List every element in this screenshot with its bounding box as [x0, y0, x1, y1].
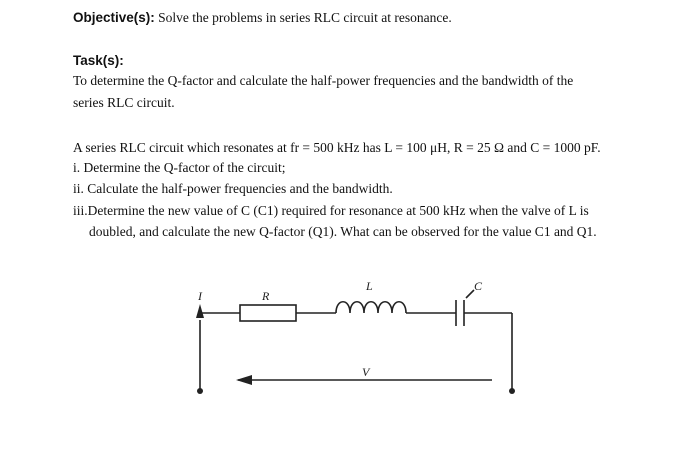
left-terminal-dot: [197, 388, 203, 394]
inductor-label: L: [366, 279, 373, 293]
voltage-arrowhead-icon: [236, 375, 252, 385]
current-label: I: [198, 289, 202, 303]
right-terminal-dot: [509, 388, 515, 394]
resistor-symbol: [240, 305, 296, 321]
capacitor-label: C: [474, 279, 483, 293]
task-label: Task(s):: [73, 53, 124, 68]
objective-label: Objective(s):: [73, 10, 155, 25]
problem-item-4: doubled, and calculate the new Q-factor (Q1). What can be observed for the value C1 and Q1.: [89, 224, 597, 239]
capacitor-leader: [466, 290, 474, 298]
objective-text: Solve the problems in series RLC circuit at resonance.: [158, 10, 452, 25]
resistor-label: R: [262, 289, 270, 303]
current-arrow-icon: [196, 304, 204, 318]
inductor-symbol: [336, 302, 406, 313]
problem-intro: A series RLC circuit which resonates at fr = 500 kHz has L = 100 μH, R = 25 Ω and C = 1000 pF.: [73, 140, 601, 155]
voltage-label: V: [362, 365, 370, 379]
problem-item-2: ii. Calculate the half-power frequencies and the bandwidth.: [73, 181, 393, 196]
task-line-1: To determine the Q-factor and calculate the half-power frequencies and the bandwidth of the: [73, 73, 574, 88]
problem-item-1: i. Determine the Q-factor of the circuit;: [73, 160, 286, 175]
task-line-2: series RLC circuit.: [73, 95, 175, 110]
problem-item-3: iii.Determine the new value of C (C1) required for resonance at 500 kHz when the valve of L is: [73, 203, 589, 218]
